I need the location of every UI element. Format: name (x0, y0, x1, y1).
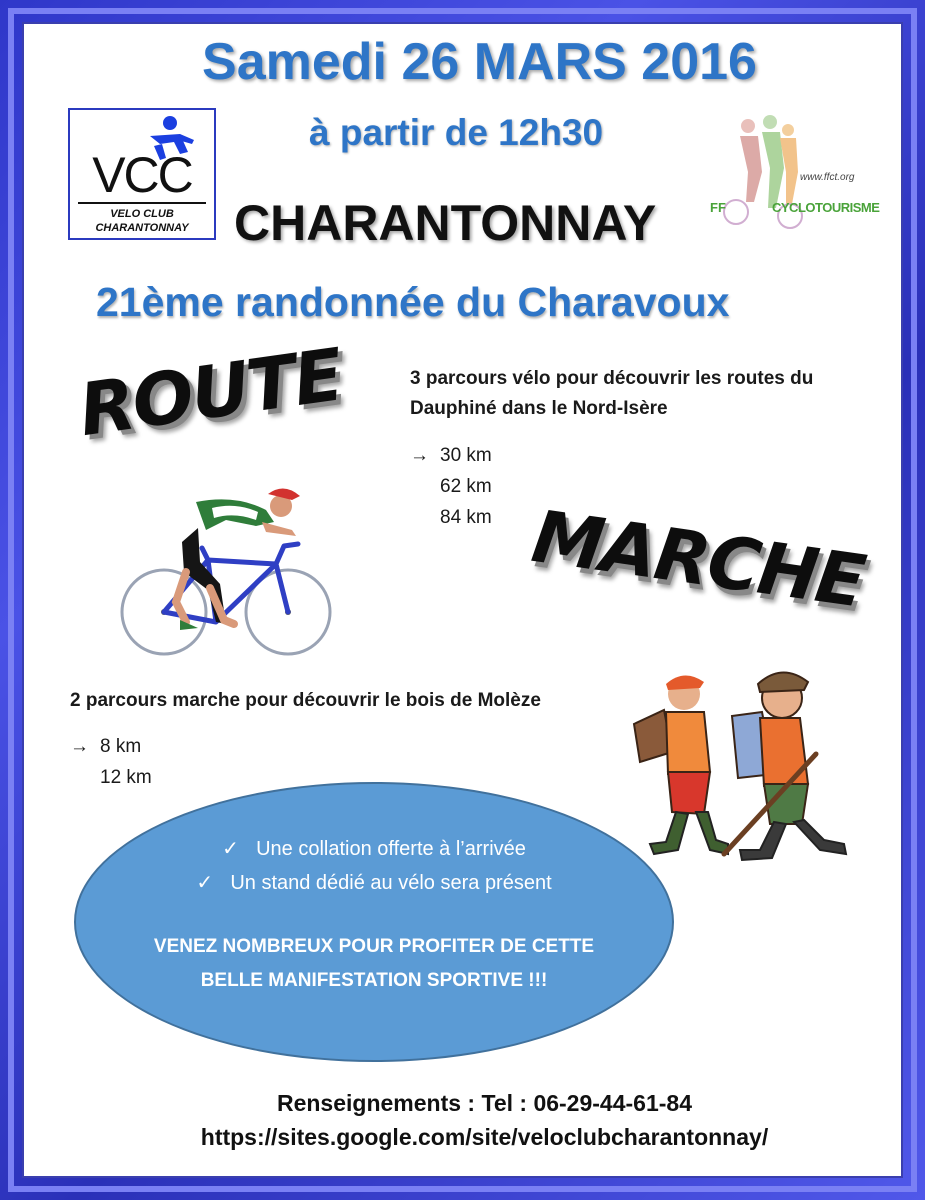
info-item: ✓ Une collation offerte à l’arrivée (222, 838, 526, 860)
ffct-url: www.ffct.org (800, 172, 855, 183)
logo-divider (78, 202, 206, 204)
info-ellipse (74, 782, 674, 1062)
contact-website[interactable]: https://sites.google.com/site/veloclubcharantonnay/ (200, 1124, 769, 1150)
velo-club-logo (68, 108, 216, 240)
ffct-cyclotourisme: CYCLOTOURISME (772, 200, 880, 215)
event-time: à partir de 12h30 (309, 112, 604, 153)
route-distance-item: 62 km (440, 476, 492, 497)
cta-line-1: VENEZ NOMBREUX POUR PROFITER DE CETTE (153, 936, 595, 957)
marche-distances (70, 731, 152, 793)
route-heading: ROUTE (74, 332, 347, 453)
contact-phone: Renseignements : Tel : 06-29-44-61-84 (276, 1090, 692, 1116)
event-date: Samedi 26 MARS 2016 (202, 33, 757, 91)
route-distances (410, 440, 492, 533)
poster (22, 22, 903, 1178)
event-town: CHARANTONNAY (234, 195, 657, 251)
cyclist-illustration (116, 472, 346, 672)
ffct-logo (710, 112, 880, 232)
checkmark-icon: ✓ (196, 872, 214, 894)
marche-heading: MARCHE (527, 494, 869, 624)
cta-line-2: BELLE MANIFESTATION SPORTIVE !!! (200, 970, 548, 991)
hikers-illustration (624, 654, 864, 864)
route-distance-item: 84 km (440, 507, 492, 528)
ffct-ff: FF (710, 200, 726, 215)
checkmark-icon: ✓ (222, 838, 239, 860)
info-item: ✓ Un stand dédié au vélo sera présent (196, 872, 552, 894)
event-title: 21ème randonnée du Charavoux (96, 279, 730, 325)
arrow-right-icon: → (410, 445, 429, 466)
arrow-right-icon: → (70, 736, 89, 757)
logo-letters: VCC (92, 147, 192, 203)
marche-distance-item: → 8 km (70, 731, 152, 762)
logo-line-2: CHARANTONNAY (95, 222, 189, 234)
logo-line-1: VELO CLUB (110, 208, 174, 220)
route-description: 3 parcours vélo pour découvrir les routes du Dauphiné dans le Nord-Isère (410, 368, 814, 419)
marche-description: 2 parcours marche pour découvrir le bois de Molèze (70, 690, 541, 711)
route-distance-item: → 30 km (410, 440, 492, 471)
marche-distance-item: 12 km (100, 767, 152, 788)
